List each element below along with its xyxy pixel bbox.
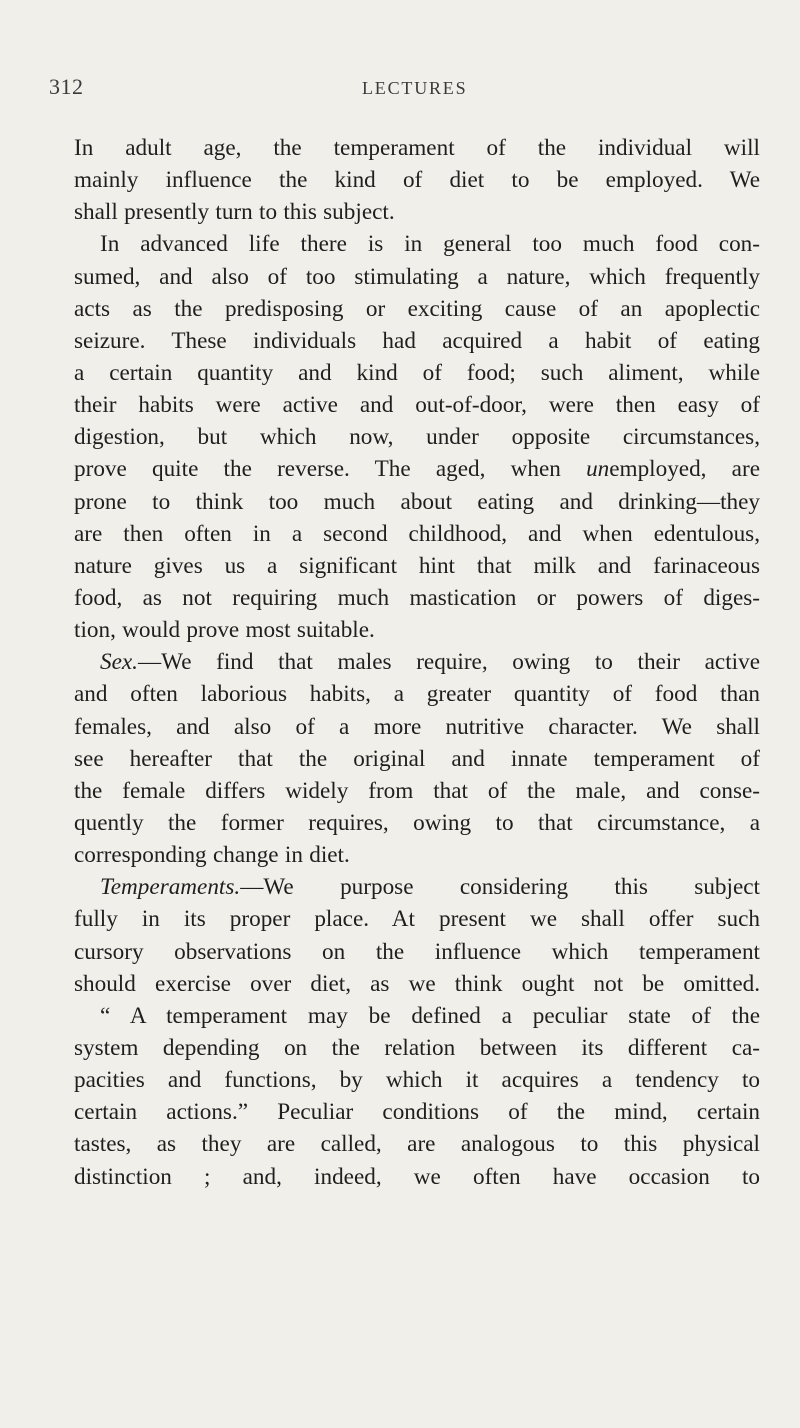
text-line	[74, 807, 760, 839]
italic-text: Sex.	[100, 649, 138, 676]
page-header	[0, 74, 800, 104]
text-segment: cursory observations on the influence which temperament	[74, 938, 760, 965]
text-segment: —We find that males require, owing to their active	[137, 649, 760, 676]
italic-text: un	[586, 456, 610, 483]
text-line	[74, 486, 760, 518]
text-line	[74, 453, 760, 485]
italic-text: Temperaments.	[100, 874, 241, 901]
text-segment: shall presently turn to this subject.	[74, 199, 395, 226]
text-line	[74, 1032, 760, 1064]
text-line	[74, 1161, 760, 1193]
text-line	[74, 582, 760, 614]
text-segment: digestion, but which now, under opposite circumstances,	[74, 424, 760, 451]
text-segment: acts as the predisposing or exciting cause of an apoplectic	[74, 295, 760, 322]
text-segment: —We purpose considering this subject	[240, 874, 760, 901]
text-segment: females, and also of a more nutritive character. We shall	[74, 713, 760, 740]
text-line	[74, 261, 760, 293]
text-segment: fully in its proper place. At present we shall offer such	[74, 906, 760, 933]
text-segment: certain actions.” Peculiar conditions of the mind, certain	[74, 1099, 760, 1126]
text-line	[74, 936, 760, 968]
text-segment: tion, would prove most suitable.	[74, 617, 375, 644]
text-line	[74, 518, 760, 550]
text-line	[74, 1064, 760, 1096]
text-line	[74, 1096, 760, 1128]
text-line	[74, 389, 760, 421]
text-segment: mainly influence the kind of diet to be employed. We	[74, 167, 760, 194]
text-line	[74, 678, 760, 710]
text-segment: nature gives us a significant hint that milk and farinaceous	[74, 552, 760, 579]
text-segment: system depending on the relation between its different ca-	[74, 1034, 760, 1061]
page-number: 312	[49, 74, 84, 99]
text-line	[74, 421, 760, 453]
text-segment: prove quite the reverse. The aged, when	[74, 456, 587, 483]
text-line	[74, 164, 760, 196]
text-segment: quently the former requires, owing to that circumstance, a	[74, 809, 760, 836]
text-line	[74, 743, 760, 775]
text-line	[74, 550, 760, 582]
text-segment: a certain quantity and kind of food; such aliment, while	[74, 359, 760, 386]
text-segment: see hereafter that the original and innate temperament of	[74, 745, 760, 772]
text-segment: food, as not requiring much mastication or powers of diges-	[74, 584, 760, 611]
text-line	[74, 293, 760, 325]
text-line	[74, 839, 760, 871]
text-segment: and often laborious habits, a greater quantity of food than	[74, 681, 760, 708]
text-line	[74, 1128, 760, 1160]
text-segment: tastes, as they are called, are analogous to this physical	[74, 1131, 760, 1158]
text-line	[74, 1000, 760, 1032]
text-segment: pacities and functions, by which it acquires a tendency to	[74, 1067, 760, 1094]
text-segment: are then often in a second childhood, and when edentulous,	[74, 520, 760, 547]
text-line	[74, 357, 760, 389]
text-segment: In advanced life there is in general too much food con-	[100, 231, 760, 258]
text-segment: seizure. These individuals had acquired a habit of eating	[74, 327, 760, 354]
text-segment: “ A temperament may be defined a peculiar state of the	[100, 1002, 760, 1029]
text-segment: their habits were active and out-of-door, were then easy of	[74, 392, 760, 419]
body-text	[74, 132, 760, 1193]
text-line	[74, 196, 760, 228]
text-line	[74, 775, 760, 807]
text-segment: In adult age, the temperament of the individual will	[74, 135, 760, 161]
text-line	[74, 711, 760, 743]
text-segment: should exercise over diet, as we think ought not be omitted.	[74, 970, 760, 997]
text-segment: the female differs widely from that of the male, and conse-	[74, 777, 760, 804]
text-segment: sumed, and also of too stimulating a nature, which frequently	[74, 263, 760, 290]
text-line	[74, 646, 760, 678]
running-head: LECTURES	[362, 78, 468, 98]
text-line	[74, 903, 760, 935]
text-line	[74, 132, 760, 164]
text-line	[74, 968, 760, 1000]
text-line	[74, 614, 760, 646]
text-line	[74, 325, 760, 357]
text-segment: distinction ; and, indeed, we often have occasion to	[74, 1163, 760, 1190]
text-segment: corresponding change in diet.	[74, 842, 350, 869]
text-line	[74, 871, 760, 903]
text-line	[74, 228, 760, 260]
text-segment: prone to think too much about eating and drinking—they	[74, 488, 760, 515]
text-segment: employed, are	[609, 456, 760, 483]
